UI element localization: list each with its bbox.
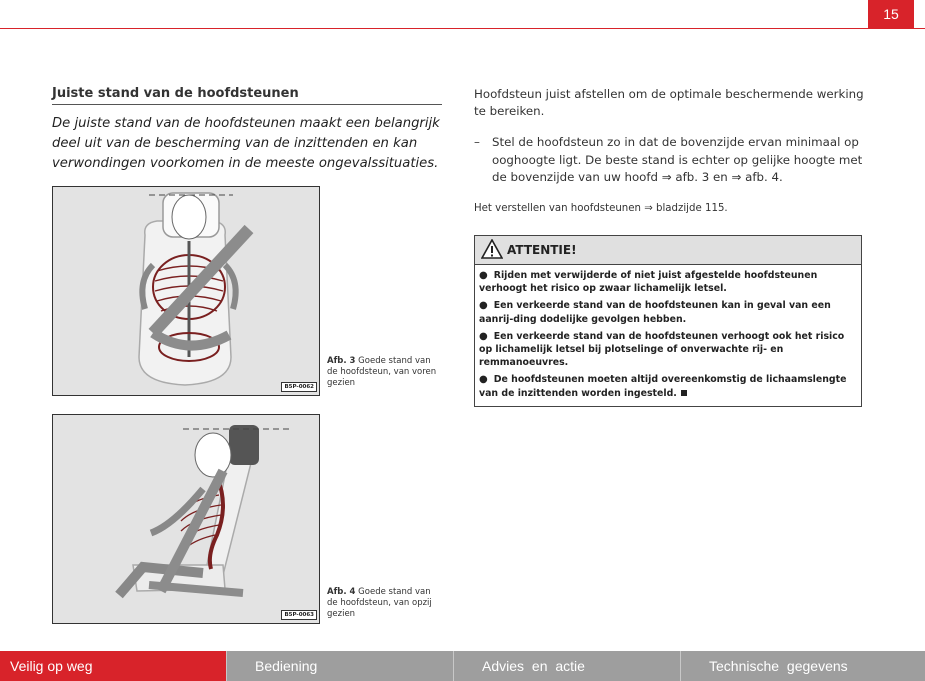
- section-title-rule: [52, 104, 442, 105]
- instruction-list-item: [474, 134, 864, 187]
- figure-caption-text: Goede stand van de hoofdsteun, van opzij gezien: [327, 587, 432, 619]
- warning-item-text: Een verkeerde stand van de hoofdsteunen verhoogt ook het risico op lichamelijk letsel bij plotselinge of onverwachte rij- en remmanoeuvres.: [479, 330, 845, 369]
- footer-tab-veilig-op-weg[interactable]: [0, 651, 226, 681]
- warning-item: [475, 299, 861, 325]
- page-number: 15: [868, 0, 914, 29]
- footer-nav: [0, 651, 925, 681]
- warning-item-text: Een verkeerde stand van de hoofdsteunen kan in geval van een aanrij-ding dodelijke gevolgen hebben.: [479, 300, 831, 325]
- list-dash: –: [474, 135, 480, 149]
- figure-caption-label: Afb. 3: [327, 356, 356, 366]
- footer-tab-advies-en-actie[interactable]: [454, 651, 680, 681]
- footer-tab-label: Technische gegevens: [709, 658, 848, 674]
- section-intro: De juiste stand van de hoofdsteunen maakt een belangrijk deel uit van de bescherming van de inzittenden en kan verwondingen voorkomen in de meeste ongevalssituaties.: [52, 116, 440, 171]
- figure-caption: [327, 587, 442, 620]
- bullet-icon: ●: [479, 330, 488, 342]
- warning-item: [475, 373, 861, 399]
- end-of-section-icon: [681, 390, 687, 396]
- warning-header: [475, 236, 861, 265]
- footer-tab-label: Veilig op weg: [10, 658, 93, 674]
- figure-caption-text: Goede stand van de hoofdsteun, van voren gezien: [327, 356, 437, 388]
- header-rule: [0, 28, 925, 29]
- warning-item-text: De hoofdsteunen moeten altijd overeenkomstig de lichaamslengte van de inzittenden worden ingesteld.: [479, 374, 847, 399]
- figure-front-view: [52, 186, 320, 396]
- warning-box: [474, 235, 862, 407]
- footer-tab-bediening[interactable]: [227, 651, 453, 681]
- figure-caption: [327, 356, 442, 389]
- figure-code: B5P-0063: [281, 610, 317, 620]
- warning-item: [475, 330, 861, 370]
- warning-item-text: Rijden met verwijderde of niet juist afgestelde hoofdsteunen verhoogt het risico op zwaar lichamelijk letsel.: [479, 270, 818, 295]
- bullet-icon: ●: [479, 374, 488, 386]
- figure-side-view: [52, 414, 320, 624]
- side-view-illustration: [53, 415, 319, 623]
- bullet-icon: ●: [479, 270, 488, 281]
- figure-code: B5P-0062: [281, 382, 317, 392]
- figure-caption-label: Afb. 4: [327, 587, 356, 597]
- footer-tab-label: Advies en actie: [482, 658, 585, 674]
- intro-paragraph: Hoofdsteun juist afstellen om de optimale beschermende werking te bereiken.: [474, 87, 864, 118]
- bullet-icon: ●: [479, 300, 488, 312]
- section-title: Juiste stand van de hoofdsteunen: [52, 86, 299, 101]
- instruction-text: Stel de hoofdsteun zo in dat de bovenzijde ervan minimaal op ooghoogte ligt. De beste stand is echter op gelijke hoogte met de bovenzijde van uw hoofd ⇒ afb. 3 en ⇒ afb. 4.: [492, 135, 863, 184]
- warning-triangle-icon: [481, 239, 503, 259]
- footer-tab-label: Bediening: [255, 658, 318, 674]
- adjust-reference: Het verstellen van hoofdsteunen ⇒ bladzijde 115.: [474, 203, 728, 214]
- warning-item: [475, 269, 861, 295]
- warning-title: ATTENTIE!: [507, 243, 577, 257]
- front-view-illustration: [53, 187, 319, 395]
- footer-tab-technische-gegevens[interactable]: [681, 651, 925, 681]
